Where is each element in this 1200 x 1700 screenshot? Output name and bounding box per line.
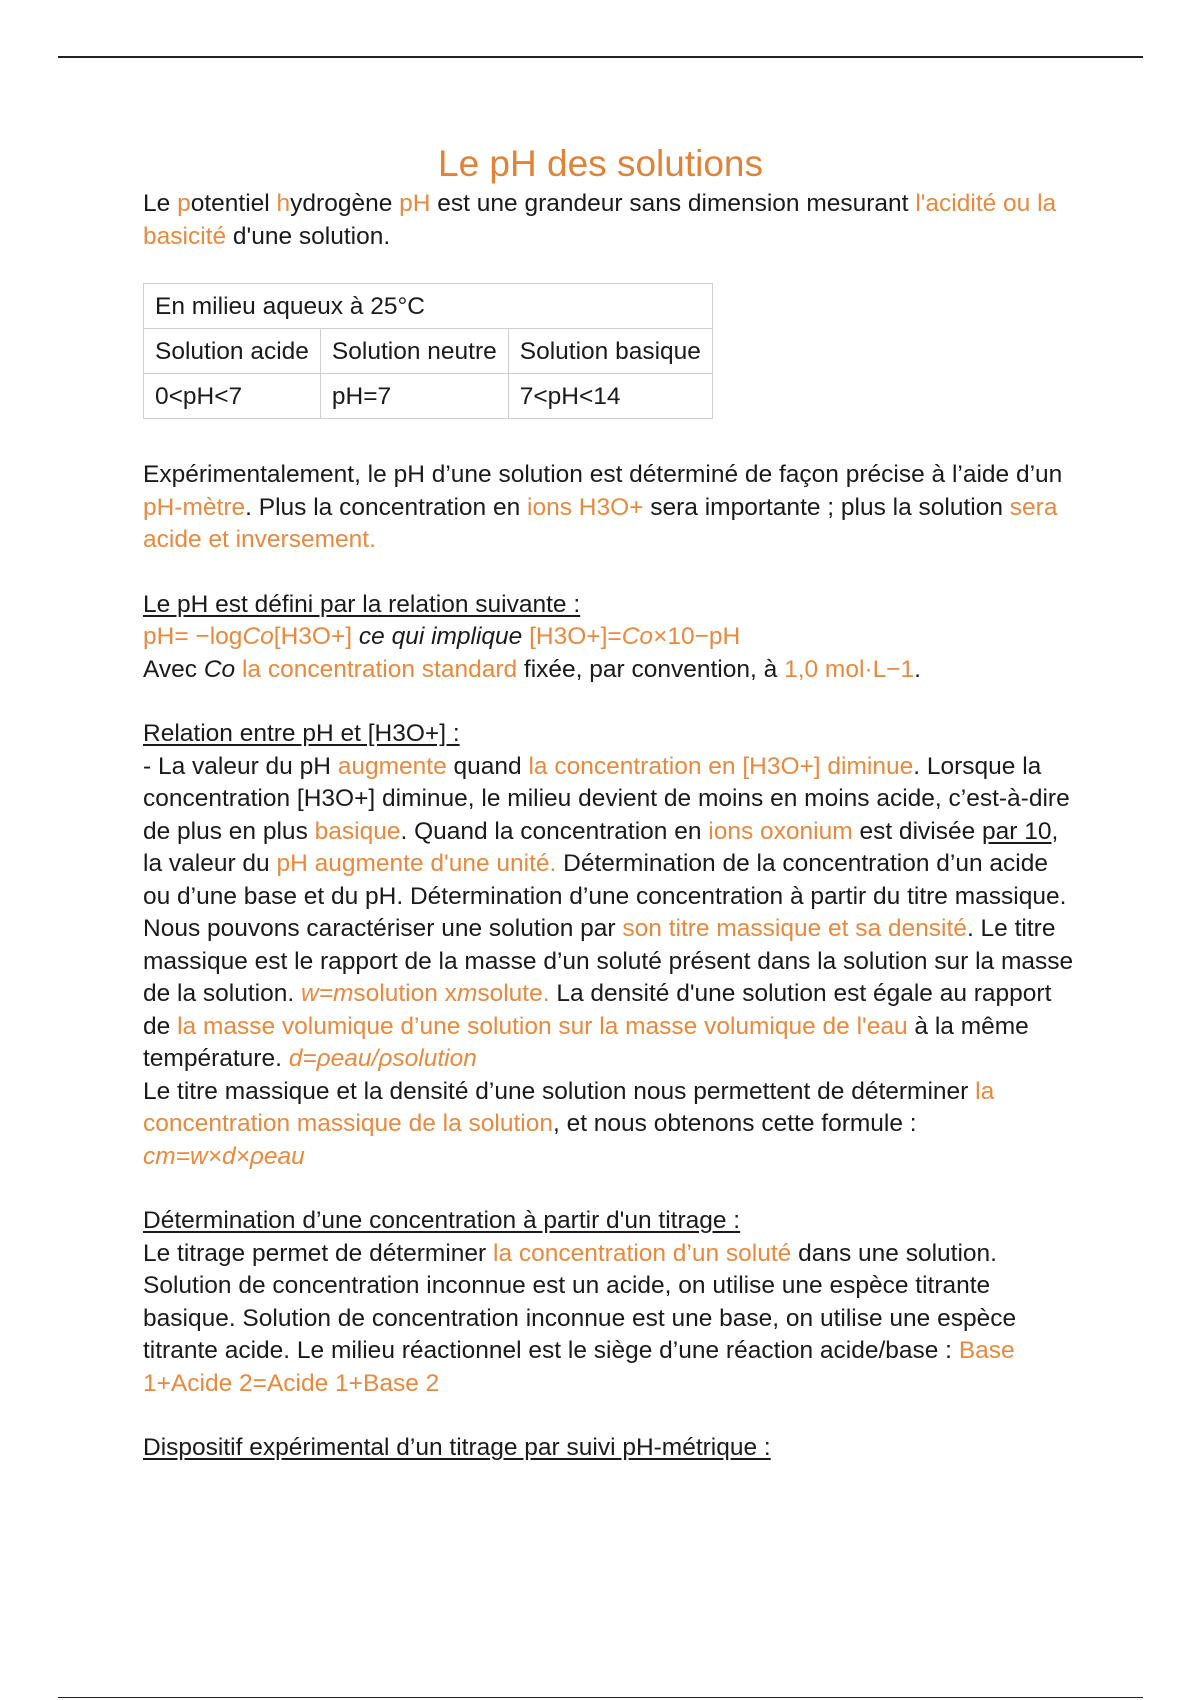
table-row <box>144 284 713 329</box>
highlight: Base 1+Acide 2=Acide 1+Base 2 <box>143 1337 1015 1397</box>
text: sera importante ; plus la solution <box>643 493 1010 521</box>
text: . Lorsque la concentration [H3O+] diminue, le milieu devient de moins en moins acide, c’est-à-dire de plus en plus <box>143 752 1070 845</box>
text: Expérimentalement, le pH d’une solution est déterminé de façon précise à l’aide d’un <box>143 461 1063 488</box>
text: Avec <box>143 655 204 683</box>
titrage-paragraph <box>143 1238 1078 1401</box>
text: quand <box>446 752 529 780</box>
highlight: h <box>276 190 291 217</box>
ph-table <box>143 283 713 419</box>
formula: m <box>456 980 478 1007</box>
highlight: la concentration en [H3O+] diminue <box>528 752 914 780</box>
text: - La valeur du pH <box>143 752 338 780</box>
formula: Co <box>242 623 274 650</box>
formula: cm=w×d×ρeau <box>143 1142 305 1170</box>
formula: d=ρeau/ρsolution <box>288 1045 477 1072</box>
highlight: p <box>177 190 191 217</box>
titrage-heading: Détermination d’une concentration à partir d'un titrage : <box>143 1207 741 1234</box>
formula: pH= −log <box>143 623 243 650</box>
highlight: l'acidité ou la basicité <box>143 190 1057 250</box>
text: fixée, par convention, à <box>517 655 785 683</box>
text: par 10 <box>982 817 1052 845</box>
highlight: son titre massique et sa densité <box>622 915 967 942</box>
text: Le titrage permet de déterminer <box>143 1239 493 1267</box>
text: Détermination de la concentration d’un acide ou d’une base et du pH. Détermination d’une concentration à partir du titre massique. Nous pouvons caractériser une solution par <box>143 850 1067 942</box>
table-cell: Solution basique <box>508 329 712 374</box>
table-cell: Solution neutre <box>320 329 508 374</box>
highlight: basique <box>314 817 401 845</box>
relation-paragraph <box>143 751 1078 1076</box>
formula: Co <box>621 623 654 650</box>
experimental-paragraph <box>143 459 1078 557</box>
page-title: Le pH des solutions <box>438 143 763 184</box>
text: . Plus la concentration en <box>245 493 528 521</box>
text: Le <box>143 190 178 217</box>
top-rule <box>58 56 1143 58</box>
highlight: 1,0 mol·L−1 <box>784 655 915 683</box>
highlight: ions H3O+ <box>527 493 644 521</box>
formula: ×10−pH <box>653 623 741 650</box>
text: , la valeur du <box>143 817 1059 877</box>
table-header-cell: En milieu aqueux à 25°C <box>144 284 713 329</box>
text: est divisée <box>852 817 983 845</box>
formula: w=m <box>301 980 354 1007</box>
table-row <box>144 329 713 374</box>
intro-paragraph <box>143 188 1078 253</box>
highlight: la concentration massique de la solution <box>143 1077 995 1137</box>
highlight: sera acide et inversement. <box>143 493 1058 553</box>
text: à la même température. <box>143 1012 1029 1072</box>
highlight: la concentration standard <box>241 655 518 683</box>
highlight: pH augmente d'une unité. <box>276 850 557 877</box>
definition-avec <box>143 654 1078 687</box>
text: ydrogène <box>290 190 400 217</box>
table-cell: pH=7 <box>320 374 508 419</box>
formula: [H3O+]= <box>529 623 622 650</box>
table-cell: 7<pH<14 <box>508 374 712 419</box>
text: Le titre massique et la densité d’une solution nous permettent de déterminer <box>143 1077 976 1105</box>
text: . Quand la concentration en <box>400 817 709 845</box>
text: . Le titre massique est le rapport de la masse d’un soluté présent dans la solution sur la masse de la solution. <box>143 915 1074 1007</box>
highlight: la concentration d’un soluté <box>493 1239 792 1267</box>
text: , et nous obtenons cette formule : <box>552 1110 917 1137</box>
table-cell: 0<pH<7 <box>144 374 321 419</box>
text: dans une solution. Solution de concentration inconnue est un acide, on utilise une espèce titrante basique. Solution de concentration inconnue est une base, on utilise une espèce titrante acide. Le milieu réactionnel est le siège d’une réaction acide/base : <box>143 1239 1017 1364</box>
text: est une grandeur sans dimension mesurant <box>430 190 916 217</box>
document-body <box>143 140 1078 1465</box>
text: ce qui implique <box>352 623 530 650</box>
formula: solution x <box>353 980 457 1007</box>
highlight: augmente <box>337 752 447 780</box>
formula: [H3O+] <box>273 623 353 650</box>
table-cell: Solution acide <box>144 329 321 374</box>
highlight: pH <box>399 190 431 217</box>
definition-formula <box>143 621 1078 654</box>
text: . <box>914 655 921 683</box>
text: Co <box>203 655 236 683</box>
highlight: pH-mètre <box>143 493 246 521</box>
relation-paragraph-2 <box>143 1076 1078 1174</box>
definition-heading: Le pH est défini par la relation suivante : <box>143 590 581 618</box>
highlight: ions oxonium <box>708 817 853 845</box>
text: d'une solution. <box>226 222 391 250</box>
dispositif-heading: Dispositif expérimental d’un titrage par suivi pH-métrique : <box>143 1434 771 1461</box>
text: La densité d'une solution est égale au rapport de <box>143 980 1052 1040</box>
table-row <box>144 374 713 419</box>
formula: solute. <box>477 980 550 1007</box>
highlight: la masse volumique d’une solution sur la masse volumique de l'eau <box>177 1012 908 1040</box>
bottom-rule <box>58 1697 1143 1698</box>
text: otentiel <box>190 190 277 217</box>
relation-heading: Relation entre pH et [H3O+] : <box>143 720 460 747</box>
